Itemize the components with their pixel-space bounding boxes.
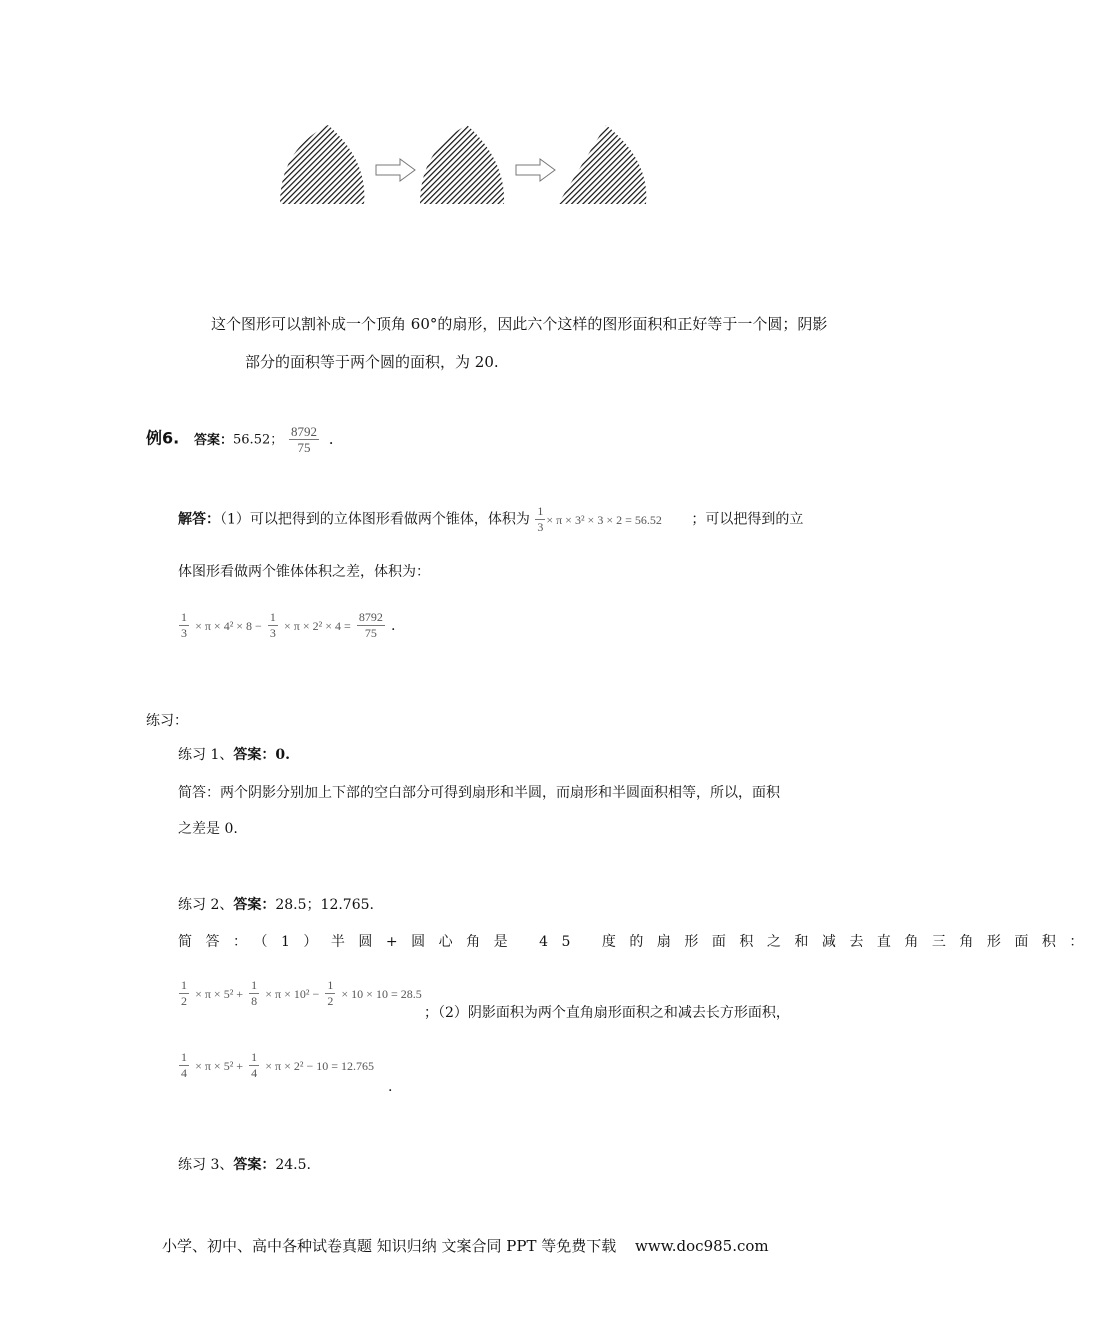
frac-den: 4 [251,1066,258,1080]
frac [249,978,259,1009]
footer [162,1236,769,1256]
practice-2-answer-label: 答案： [233,897,276,913]
practice-3-title: 练习 3、 [178,1157,234,1173]
practice-2-title-row [178,896,374,914]
arrow-right-icon [516,159,555,181]
practice-1-title: 练习 1、 [178,747,234,763]
formula-term: × π × 4² × 8 − [195,619,262,633]
formula-term: × π × 5² + [195,1059,244,1073]
frac-num: 1 [251,978,258,992]
sector-shape [558,125,646,204]
practice-3-title-row [178,1156,311,1174]
practice-1-line-2: 之差是 0. [178,821,238,837]
formula-end: . [390,618,396,634]
practice-2-answer: 28.5；12.765. [275,897,374,913]
example6-fraction [289,424,319,455]
frac [179,1050,189,1081]
frac-num: 8792 [358,610,383,624]
practice-2-line-1: 简答：（1）半圆+圆心角是 45 度的扇形面积之和减去直角三角形面积： [178,934,1097,950]
frac-num: 1 [537,504,544,518]
frac-den: 2 [181,994,187,1008]
frac [249,1050,259,1081]
para-line-1: 这个图形可以割补成一个顶角 60°的扇形，因此六个这样的图形面积和正好等于一个圆；阴影 [211,315,828,333]
practice-2-formula-2-end: . [388,1079,393,1095]
frac-num: 1 [269,610,276,624]
practice-1-answer-label: 答案： [233,747,276,763]
practice-1-answer: 0. [275,747,290,763]
practice-3-answer: 24.5. [275,1157,311,1173]
formula-term: × π × 5² + [195,987,244,1001]
frac [325,978,335,1009]
formula-term: × π × 2² − 10 = 12.765 [265,1059,374,1073]
practice-2-formula-1 [178,978,422,1009]
frac-num: 1 [181,1050,187,1064]
example6-frac-num: 8792 [291,424,318,439]
practice-1-line-1: 简答：两个阴影分别加上下部的空白部分可得到扇形和半圆，而扇形和半圆面积相等，所以，面积 [178,785,780,801]
frac [179,978,189,1009]
practice-1-title-row [178,746,290,764]
practice-3-answer-label: 答案： [233,1157,276,1173]
frac-den: 3 [537,520,544,534]
footer-url[interactable]: www.doc985.com [635,1237,769,1255]
practice-heading: 练习： [146,713,188,729]
frac-den: 75 [364,626,377,640]
solution-line-1 [178,504,803,535]
example6-answer-value: 56.52； [233,432,284,448]
frac-den: 3 [269,626,276,640]
example6-label: 例6. [146,428,180,448]
solution-line-2: 体图形看做两个锥体体积之差，体积为： [178,564,430,580]
formula-term: × π × 10² − [265,987,320,1001]
frac-den: 3 [181,626,187,640]
frac-num: 1 [251,1050,258,1064]
solution-text-1: （1）可以把得到的立体图形看做两个锥体，体积为 [220,511,530,528]
practice-2-formula-2 [178,1050,374,1081]
example6-frac-den: 75 [297,440,311,455]
frac [268,610,278,641]
frac [357,610,385,641]
frac-den: 4 [181,1066,187,1080]
solution-text-2: ；可以把得到的立 [691,511,804,528]
petal-shape-1 [280,125,364,204]
petal-shape-2 [420,125,504,204]
example6-answer-label: 答案： [194,432,234,448]
frac-num: 1 [181,978,187,992]
formula-term: × 10 × 10 = 28.5 [341,987,422,1001]
solution-formula-2 [178,610,395,641]
practice-2-line-2: ；（2）阴影面积为两个直角扇形面积之和减去长方形面积， [424,1005,790,1021]
formula-term: × π × 2² × 4 = [284,619,351,633]
frac-num: 1 [181,610,187,624]
figure-petal-transformation [270,120,670,220]
solution-label: 解答： [178,511,220,528]
frac [179,610,189,641]
example6-end: . [328,429,334,448]
practice-2-title: 练习 2、 [178,897,234,913]
frac-den: 2 [327,994,334,1008]
footer-text: 小学、初中、高中各种试卷真题 知识归纳 文案合同 PPT 等免费下载 [162,1237,617,1255]
frac-den: 8 [251,994,258,1008]
solution-formula1-rest: × π × 3² × 3 × 2 = 56.52 [546,512,662,527]
example6-row [146,424,334,455]
para-line-2: 部分的面积等于两个圆的面积，为 20. [245,353,499,371]
solution-formula1-frac [535,504,545,535]
arrow-right-icon [376,159,415,181]
frac-num: 1 [327,978,334,992]
